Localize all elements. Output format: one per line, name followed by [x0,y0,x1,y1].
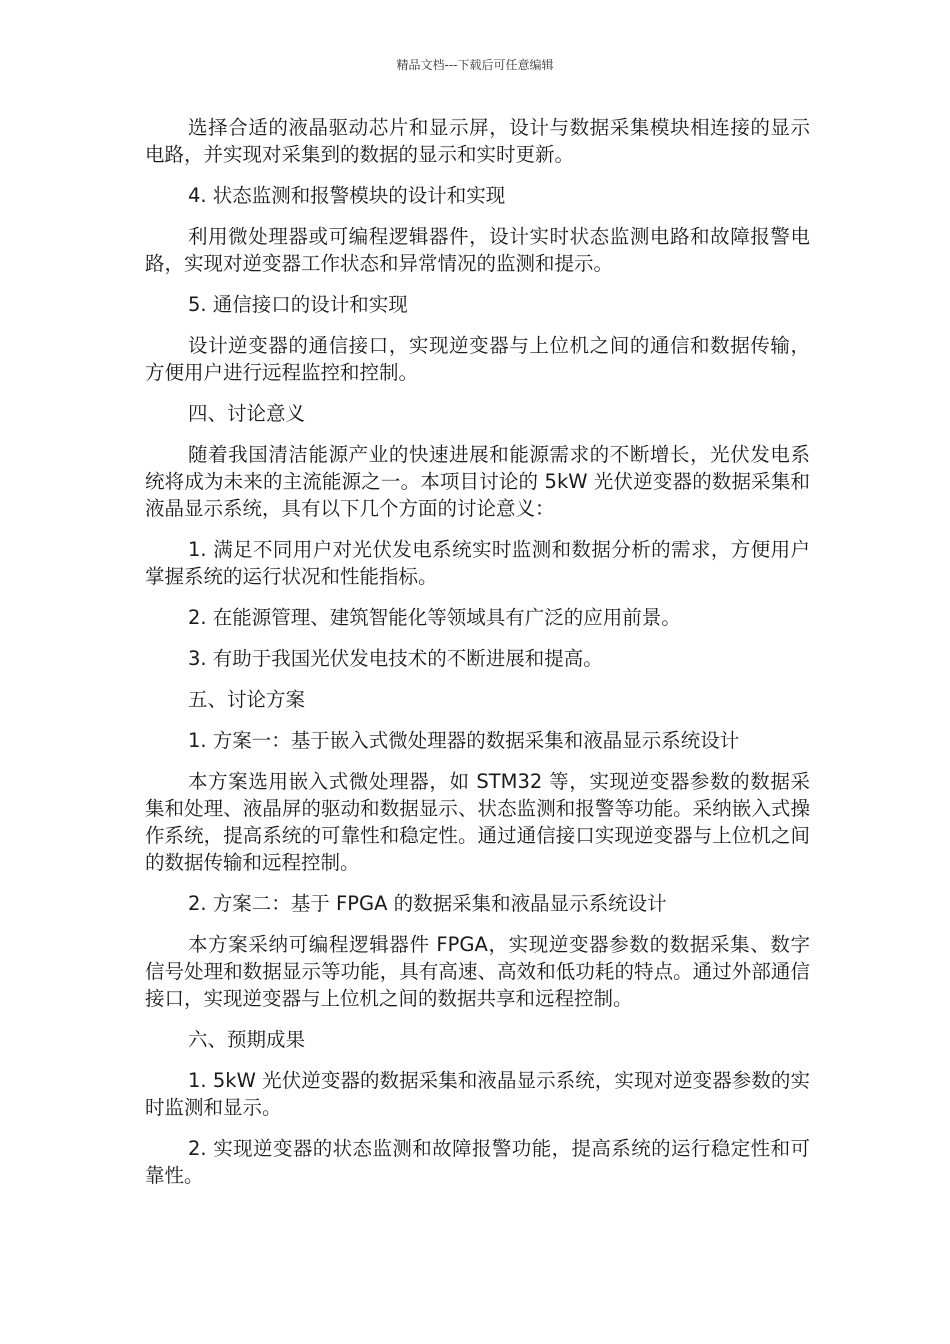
paragraph-plan-one: 本方案选用嵌入式微处理器，如 STM32 等，实现逆变器参数的数据采集和处理、液晶屏的驱动和数据显示、状态监测和报警等功能。采纳嵌入式操作系统，提高系统的可靠性和稳定性。通过通信接口实现逆变器与上位机之间的数据传输和远程控制。 [145,770,810,874]
paragraph-lcd-circuit: 选择合适的液晶驱动芯片和显示屏，设计与数据采集模块相连接的显示电路，并实现对采集到的数据的显示和实时更新。 [145,116,810,166]
paragraph-status-monitoring: 利用微处理器或可编程逻辑器件，设计实时状态监测电路和故障报警电路，实现对逆变器工作状态和异常情况的监测和提示。 [145,225,810,275]
heading-communication-interface: 5. 通信接口的设计和实现 [188,293,408,316]
significance-item-1: 1. 满足不同用户对光伏发电系统实时监测和数据分析的需求，方便用户掌握系统的运行状况和性能指标。 [145,538,810,588]
section-heading-results: 六、预期成果 [188,1028,306,1051]
paragraph-significance: 随着我国清洁能源产业的快速进展和能源需求的不断增长，光伏发电系统将成为未来的主流能源之一。本项目讨论的 5kW 光伏逆变器的数据采集和液晶显示系统，具有以下几个方面的讨论意义： [145,443,810,520]
page-header: 精品文档---下载后可任意编辑 [396,58,554,72]
section-heading-plan: 五、讨论方案 [188,688,306,711]
paragraph-plan-two: 本方案采纳可编程逻辑器件 FPGA，实现逆变器参数的数据采集、数字信号处理和数据显示等功能，具有高速、高效和低功耗的特点。通过外部通信接口，实现逆变器与上位机之间的数据共享和远程控制。 [145,933,810,1010]
significance-item-3: 3. 有助于我国光伏发电技术的不断进展和提高。 [188,647,603,670]
result-item-1: 1. 5kW 光伏逆变器的数据采集和液晶显示系统，实现对逆变器参数的实时监测和显示。 [145,1069,810,1119]
document-body [145,114,810,1203]
section-heading-significance: 四、讨论意义 [188,402,306,425]
significance-item-2: 2. 在能源管理、建筑智能化等领域具有广泛的应用前景。 [188,606,681,629]
heading-plan-two: 2. 方案二：基于 FPGA 的数据采集和液晶显示系统设计 [188,892,667,915]
heading-status-monitoring: 4. 状态监测和报警模块的设计和实现 [188,184,506,207]
heading-plan-one: 1. 方案一：基于嵌入式微处理器的数据采集和液晶显示系统设计 [188,729,740,752]
paragraph-communication-interface: 设计逆变器的通信接口，实现逆变器与上位机之间的通信和数据传输，方便用户进行远程监控和控制。 [145,334,810,384]
result-item-2: 2. 实现逆变器的状态监测和故障报警功能，提高系统的运行稳定性和可靠性。 [145,1137,810,1187]
